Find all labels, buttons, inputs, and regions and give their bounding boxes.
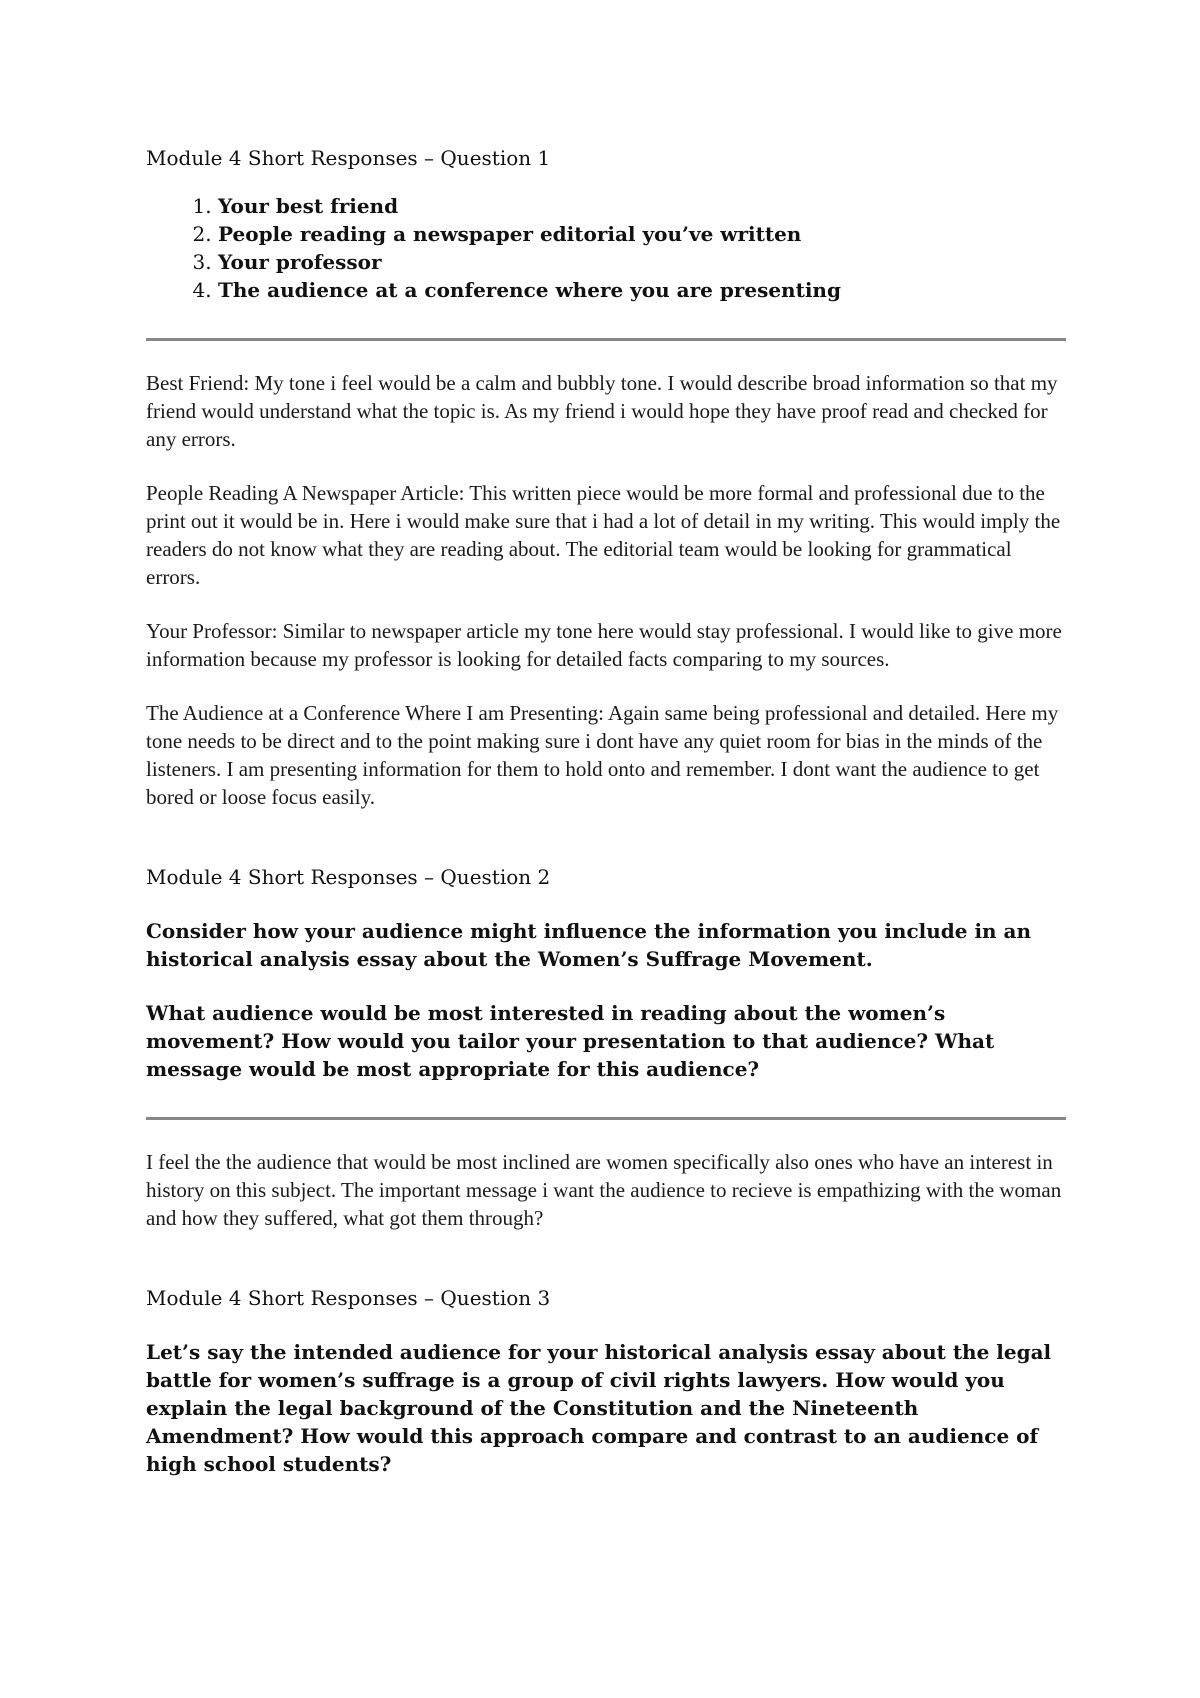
- q1-answer-best-friend: Best Friend: My tone i feel would be a calm and bubbly tone. I would describe broad information so that my friend would understand what the topic is. As my friend i would hope they have proof read and checked for any errors.: [146, 371, 1058, 451]
- list-item: 4. The audience at a conference where you are presenting: [218, 276, 1066, 304]
- document-page: [146, 144, 1066, 1478]
- q2-answer: I feel the the audience that would be most inclined are women specifically also ones who have an interest in history on this subject. The important message i want the audience to recieve is empathizing with the woman and how they suffered, what got them through?: [146, 1150, 1062, 1230]
- q3-prompt: Let’s say the intended audience for your historical analysis essay about the legal battle for women’s suffrage is a group of civil rights lawyers. How would you explain the legal background of the Constitution and the Nineteenth Amendment? How would this approach compare and contrast to an audience of high school students?: [146, 1340, 1052, 1476]
- list-item: 1. Your best friend: [218, 192, 1066, 220]
- q1-audience-list: [146, 192, 1066, 304]
- q1-heading: Module 4 Short Responses – Question 1: [146, 146, 551, 170]
- q3-heading: Module 4 Short Responses – Question 3: [146, 1286, 551, 1310]
- list-item: 3. Your professor: [218, 248, 1066, 276]
- q2-heading: Module 4 Short Responses – Question 2: [146, 865, 551, 889]
- q1-answer-newspaper: People Reading A Newspaper Article: This written piece would be more formal and professional due to the print out it would be in. Here i would make sure that i had a lot of detail in my writing. This would imply the readers do not know what they are reading about. The editorial team would be looking for grammatical errors.: [146, 481, 1061, 589]
- q2-prompt-questions: What audience would be most interested in reading about the women’s movement? How would you tailor your presentation to that audience? What message would be most appropriate for this audience?: [146, 1001, 995, 1081]
- q1-answer-professor: Your Professor: Similar to newspaper article my tone here would stay professional. I would like to give more information because my professor is looking for detailed facts comparing to my sources.: [146, 619, 1062, 671]
- q2-prompt-consider: Consider how your audience might influence the information you include in an historical analysis essay about the Women’s Suffrage Movement.: [146, 919, 1032, 971]
- list-item: 2. People reading a newspaper editorial you’ve written: [218, 220, 1066, 248]
- q1-answer-conference: The Audience at a Conference Where I am Presenting: Again same being professional and detailed. Here my tone needs to be direct and to the point making sure i dont have any quiet room for bias in the minds of the listeners. I am presenting information for them to hold onto and remember. I dont want the audience to get bored or loose focus easily.: [146, 701, 1059, 809]
